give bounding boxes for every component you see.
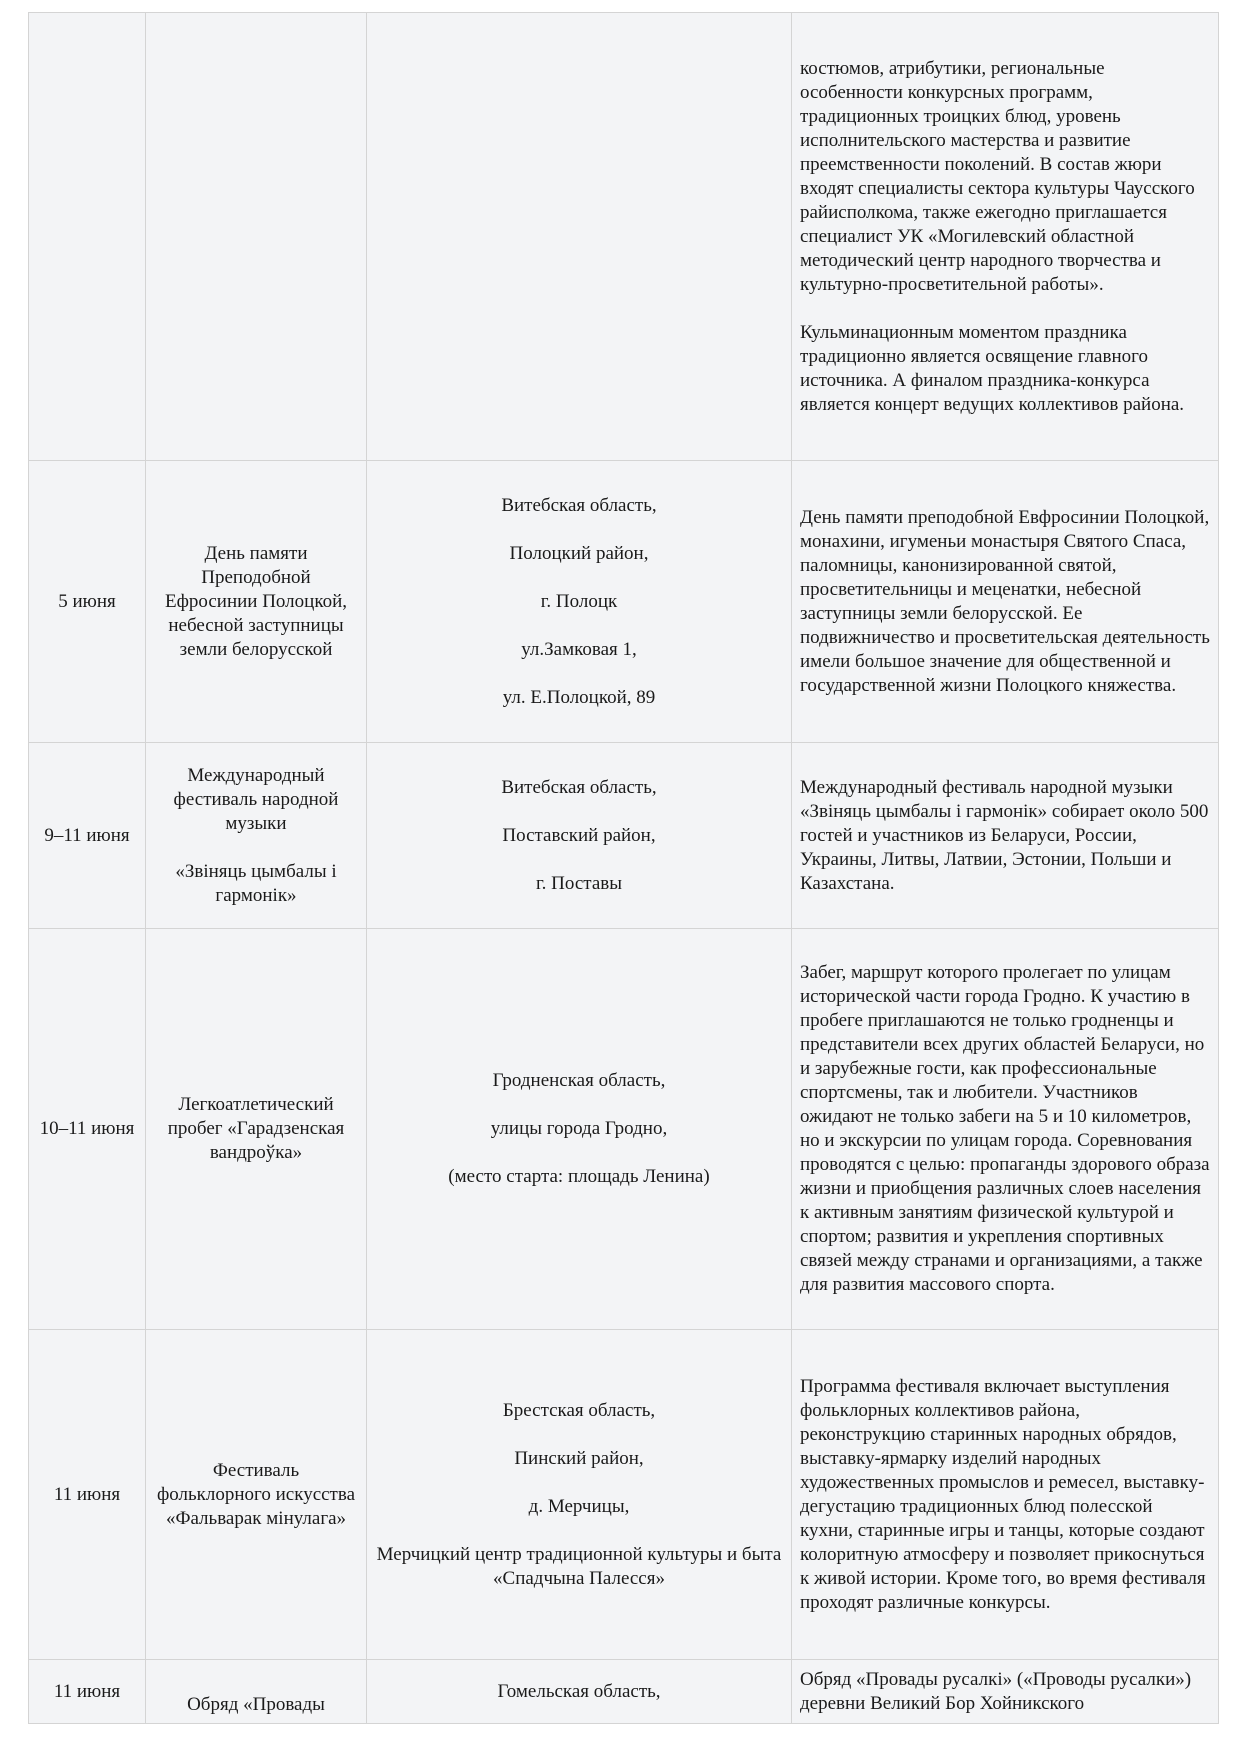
place-cell [367, 743, 792, 929]
event-date: 9–11 июня [44, 824, 130, 846]
date-cell [29, 929, 146, 1330]
table-row [29, 743, 1219, 929]
place-line: (место старта: площадь Ленина) [448, 1166, 710, 1187]
table-row [29, 1330, 1219, 1660]
event-name-cell [146, 13, 367, 461]
date-cell [29, 1660, 146, 1724]
description-cell [792, 929, 1219, 1330]
place-line: Полоцкий район, [509, 542, 649, 564]
description-cell [792, 13, 1219, 461]
description-paragraph: Обряд «Провады русалкі» («Проводы русалки») деревни Великий Бор Хойникского [800, 1668, 1192, 1714]
place-line: Гомельская область, [497, 1680, 661, 1702]
table-row [29, 13, 1219, 461]
event-date: 5 июня [58, 590, 116, 612]
event-name: Фестиваль фольклорного искусства «Фальварак мінулага» [156, 1459, 356, 1529]
description-cell [792, 1660, 1219, 1724]
description-paragraph: Кульминационным моментом праздника традиционно является освящение главного источника. А финалом праздника-конкурса является концерт ведущих коллективов района. [800, 321, 1185, 415]
place-line: улицы города Гродно, [490, 1118, 668, 1139]
description-paragraph: костюмов, атрибутики, региональные особенности конкурсных программ, традиционных троицких блюд, уровень исполнительского мастерства и развитие преемственности поколений. В состав жюри входят специалисты сектора культуры Чаусского райисполкома, также ежегодно приглашается специалист УК «Могилевский областной методический центр народного творчества и культурно-просветительной работы». [800, 57, 1195, 295]
place-line: Брестская область, [502, 1399, 656, 1421]
place-line: Гродненская область, [492, 1070, 666, 1091]
event-date: 11 июня [53, 1680, 121, 1702]
date-cell [29, 743, 146, 929]
date-cell [29, 13, 146, 461]
place-line: г. Полоцк [540, 590, 618, 612]
event-name: Обряд «Провады [187, 1694, 325, 1715]
place-cell [367, 1660, 792, 1724]
place-line: Витебская область, [501, 776, 657, 798]
event-name: День памяти Преподобной Ефросинии Полоцкой, небесной заступницы земли белорусской [164, 542, 348, 660]
event-name: Легкоатлетический пробег «Гарадзенская вандроўка» [167, 1094, 345, 1163]
description-paragraph: Международный фестиваль народной музыки «Звіняць цымбалы і гармонік» собирает около 500 гостей и участников из Беларуси, России, Украины, Литвы, Латвии, Эстонии, Польши и Казахстана. [800, 776, 1209, 894]
description-cell [792, 461, 1219, 743]
event-name-cell [146, 743, 367, 929]
place-cell [367, 929, 792, 1330]
table-row [29, 929, 1219, 1330]
place-cell [367, 13, 792, 461]
event-name-cell [146, 929, 367, 1330]
event-name: «Звіняць цымбалы і гармонік» [175, 860, 337, 906]
event-date: 11 июня [53, 1483, 121, 1505]
date-cell [29, 1330, 146, 1660]
event-name-cell [146, 461, 367, 743]
table-row [29, 461, 1219, 743]
place-line: Поставский район, [502, 824, 656, 846]
place-line: Витебская область, [501, 494, 657, 516]
description-paragraph: День памяти преподобной Евфросинии Полоцкой, монахини, игуменьи монастыря Святого Спаса, паломницы, канонизированной святой, просветительницы и меценатки, небесной заступницы земли белорусской. Ее подвижничество и просветительская деятельность имели большое значение для общественной и государственной жизни Полоцкого княжества. [800, 506, 1210, 696]
events-table [28, 12, 1219, 1724]
place-line: ул.Замковая 1, [521, 638, 637, 660]
place-line: Мерчицкий центр традиционной культуры и быта «Спадчына Палесся» [376, 1543, 782, 1589]
place-cell [367, 1330, 792, 1660]
place-line: д. Мерчицы, [528, 1495, 630, 1517]
description-paragraph: Забег, маршрут которого пролегает по улицам исторической части города Гродно. К участию в пробеге приглашаются не только гродненцы и представители всех других областей Беларуси, но и зарубежные гости, как профессиональные спортсмены, так и любители. Участников ожидают не только забеги на 5 и 10 километров, но и экскурсии по улицам города. Соревнования проводятся с целью: пропаганды здорового образа жизни и приобщения различных слоев населения к активным занятиям физической культурой и спортом; развития и укрепления спортивных связей между странами и организациями, а также для развития массового спорта. [800, 962, 1210, 1295]
place-line: г. Поставы [536, 872, 622, 894]
place-line: ул. Е.Полоцкой, 89 [502, 686, 656, 708]
event-name-cell [146, 1330, 367, 1660]
event-date: 10–11 июня [39, 1118, 135, 1139]
event-name: Международный фестиваль народной музыки [173, 764, 339, 834]
place-cell [367, 461, 792, 743]
description-paragraph: Программа фестиваля включает выступления фольклорных коллективов района, реконструкцию старинных народных обрядов, выставку-ярмарку изделий народных художественных промыслов и ремесел, выставку-дегустацию традиционных блюд полесской кухни, старинные игры и танцы, которые создают колоритную атмосферу и позволяет прикоснуться к живой истории. Кроме того, во время фестиваля проходят различные конкурсы. [800, 1375, 1206, 1613]
description-cell [792, 743, 1219, 929]
event-name-cell [146, 1660, 367, 1724]
table-row [29, 1660, 1219, 1724]
date-cell [29, 461, 146, 743]
description-cell [792, 1330, 1219, 1660]
place-line: Пинский район, [514, 1447, 644, 1469]
